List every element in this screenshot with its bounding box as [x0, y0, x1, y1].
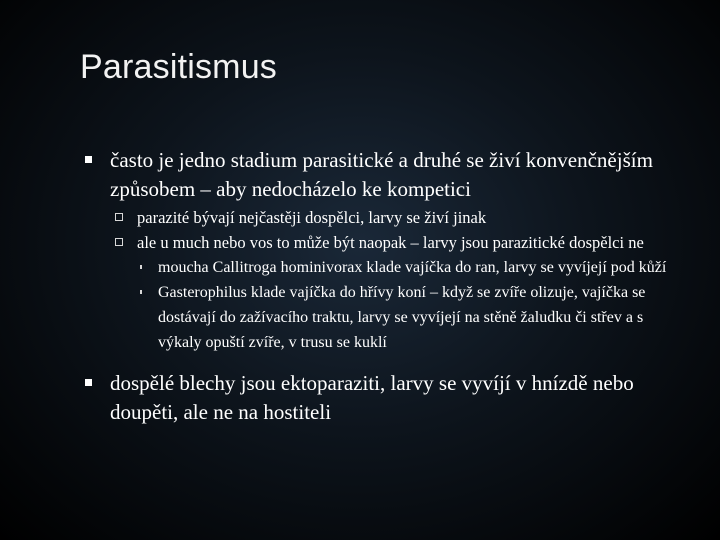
bullet-level1: [82, 146, 682, 204]
bullet-level3: [82, 255, 682, 280]
small-dot-bullet-icon: [140, 255, 142, 269]
slide-title: Parasitismus: [80, 48, 278, 86]
bullet-text: parazité bývají nejčastěji dospělci, larvy se živí jinak: [137, 208, 487, 227]
bullet-text: moucha Callitroga hominivorax klade vajíčka do ran, larvy se vyvíjejí pod kůží: [158, 259, 667, 276]
bullet-text: dospělé blechy jsou ektoparaziti, larvy se vyvíjí v hnízdě nebo doupěti, ale ne na hostiteli: [110, 371, 634, 424]
bullet-level1: [82, 369, 682, 427]
square-bullet-icon: [85, 146, 92, 163]
slide-content: [82, 146, 682, 427]
square-bullet-icon: [85, 369, 92, 386]
bullet-level2: [82, 230, 682, 255]
bullet-text: často je jedno stadium parasitické a druhé se živí konvenčnějším způsobem – aby nedocházelo ke kompetici: [110, 148, 653, 201]
outline-square-bullet-icon: [115, 230, 123, 246]
outline-square-bullet-icon: [115, 205, 123, 221]
bullet-text: Gasterophilus klade vajíčka do hřívy koní – když se zvíře olizuje, vajíčka se dostávají do zažívacího traktu, larvy se vyvíjejí na stěně žaludku či střev a s výkaly opuští zvíře, v trusu se kuklí: [158, 284, 646, 351]
bullet-level2: [82, 205, 682, 230]
bullet-level3: [82, 280, 682, 355]
bullet-text: ale u much nebo vos to může být naopak – larvy jsou parazitické dospělci ne: [137, 233, 644, 252]
small-dot-bullet-icon: [140, 280, 142, 294]
